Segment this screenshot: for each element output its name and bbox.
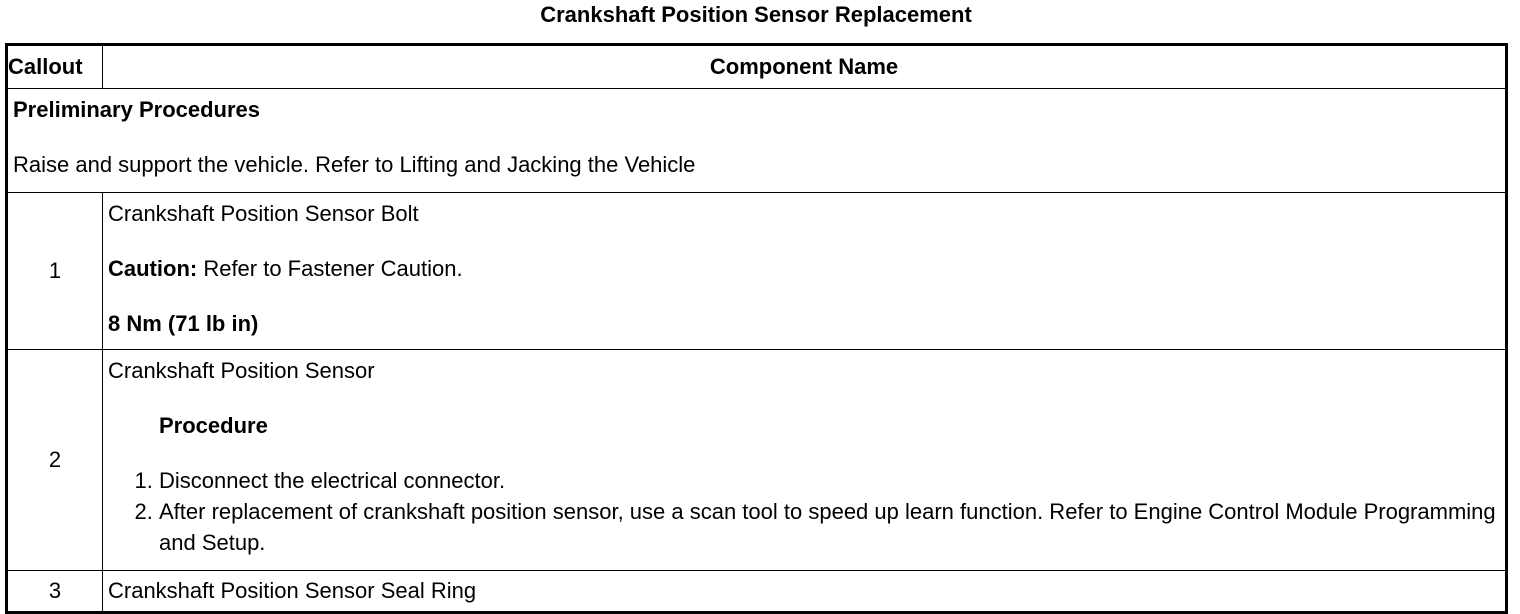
callout-header: Callout [7, 45, 103, 89]
component-name: Crankshaft Position Sensor Seal Ring [103, 571, 1507, 613]
procedure-steps [108, 465, 1500, 558]
table-row [7, 571, 1507, 613]
procedure-heading: Procedure [159, 413, 268, 438]
table-header-row [7, 45, 1507, 89]
procedure-step: 1. Disconnect the electrical connector. [159, 465, 1500, 496]
procedure-step: 2. After replacement of crankshaft position sensor, use a scan tool to speed up learn function. Refer to Engine Control Module Programming and Setup. [159, 496, 1500, 558]
caution-label: Caution: [108, 256, 198, 281]
caution-line [108, 254, 1500, 284]
callout-number: 1 [7, 193, 103, 350]
caution-text: Refer to Fastener Caution. [197, 256, 463, 281]
callout-number: 2 [7, 350, 103, 571]
preliminary-row [7, 89, 1507, 193]
callout-number: 3 [7, 571, 103, 613]
torque-spec: 8 Nm (71 lb in) [108, 311, 259, 336]
component-name: Crankshaft Position Sensor Bolt [108, 201, 419, 226]
component-name: Crankshaft Position Sensor [108, 358, 375, 383]
table-row [7, 193, 1507, 350]
component-cell [103, 193, 1507, 350]
table-row [7, 350, 1507, 571]
component-name-header: Component Name [103, 45, 1507, 89]
procedure-table [5, 43, 1508, 614]
document-title: Crankshaft Position Sensor Replacement [540, 2, 972, 27]
preliminary-cell [7, 89, 1507, 193]
component-cell [103, 350, 1507, 571]
preliminary-title: Preliminary Procedures [13, 97, 261, 122]
preliminary-text: Raise and support the vehicle. Refer to Lifting and Jacking the Vehicle [13, 152, 696, 177]
